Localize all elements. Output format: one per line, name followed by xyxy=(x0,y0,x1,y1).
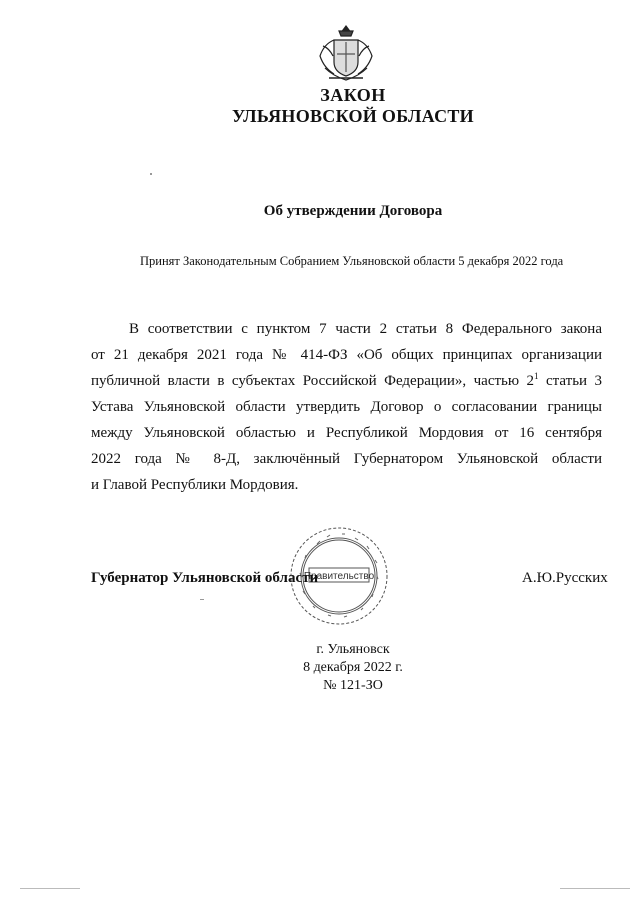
city-name: г. Ульяновск xyxy=(316,642,390,657)
scan-speck xyxy=(200,599,204,600)
body-line: от 21 декабря 2021 года № 414-ФЗ «Об общих принципах организации xyxy=(91,347,602,363)
superscript-index: 1 xyxy=(534,371,539,381)
law-body-text xyxy=(91,316,602,498)
body-line: между Ульяновской областью и Республикой Мордовия от 16 сентября xyxy=(91,425,602,441)
ulyanovsk-coat-of-arms-icon xyxy=(315,22,377,86)
document-footer xyxy=(0,641,640,695)
signing-date: 8 декабря 2022 г. xyxy=(303,660,403,675)
scan-edge-line xyxy=(20,888,80,889)
law-number: № 121-ЗО xyxy=(323,678,383,693)
body-line xyxy=(91,368,602,394)
seal-text: Правительство xyxy=(303,571,375,582)
body-line: и Главой Республики Мордовия. xyxy=(91,477,299,493)
body-line: 2022 года № 8-Д, заключённый Губернатором Ульяновской области xyxy=(91,451,602,467)
signer-name: А.Ю.Русских xyxy=(522,570,608,586)
adoption-note: Принят Законодательным Собранием Ульяновской области 5 декабря 2022 года xyxy=(140,254,564,268)
region-heading: УЛЬЯНОВСКОЙ ОБЛАСТИ xyxy=(232,106,474,126)
scan-speck xyxy=(150,173,152,175)
body-line-text: статьи 3 xyxy=(538,373,602,389)
body-line: В соответствии с пунктом 7 части 2 статьи 8 Федерального закона xyxy=(129,321,602,337)
signer-position: Губернатор Ульяновской области xyxy=(91,570,319,586)
scan-edge-line xyxy=(560,888,630,889)
law-subject-title: Об утверждении Договора xyxy=(263,203,443,219)
document-type-heading: ЗАКОН xyxy=(320,85,386,105)
body-line-text: публичной власти в субъектах Российской Федерации», частью 2 xyxy=(91,373,535,389)
body-line: Устава Ульяновской области утвердить Договор о согласовании границы xyxy=(91,399,602,415)
